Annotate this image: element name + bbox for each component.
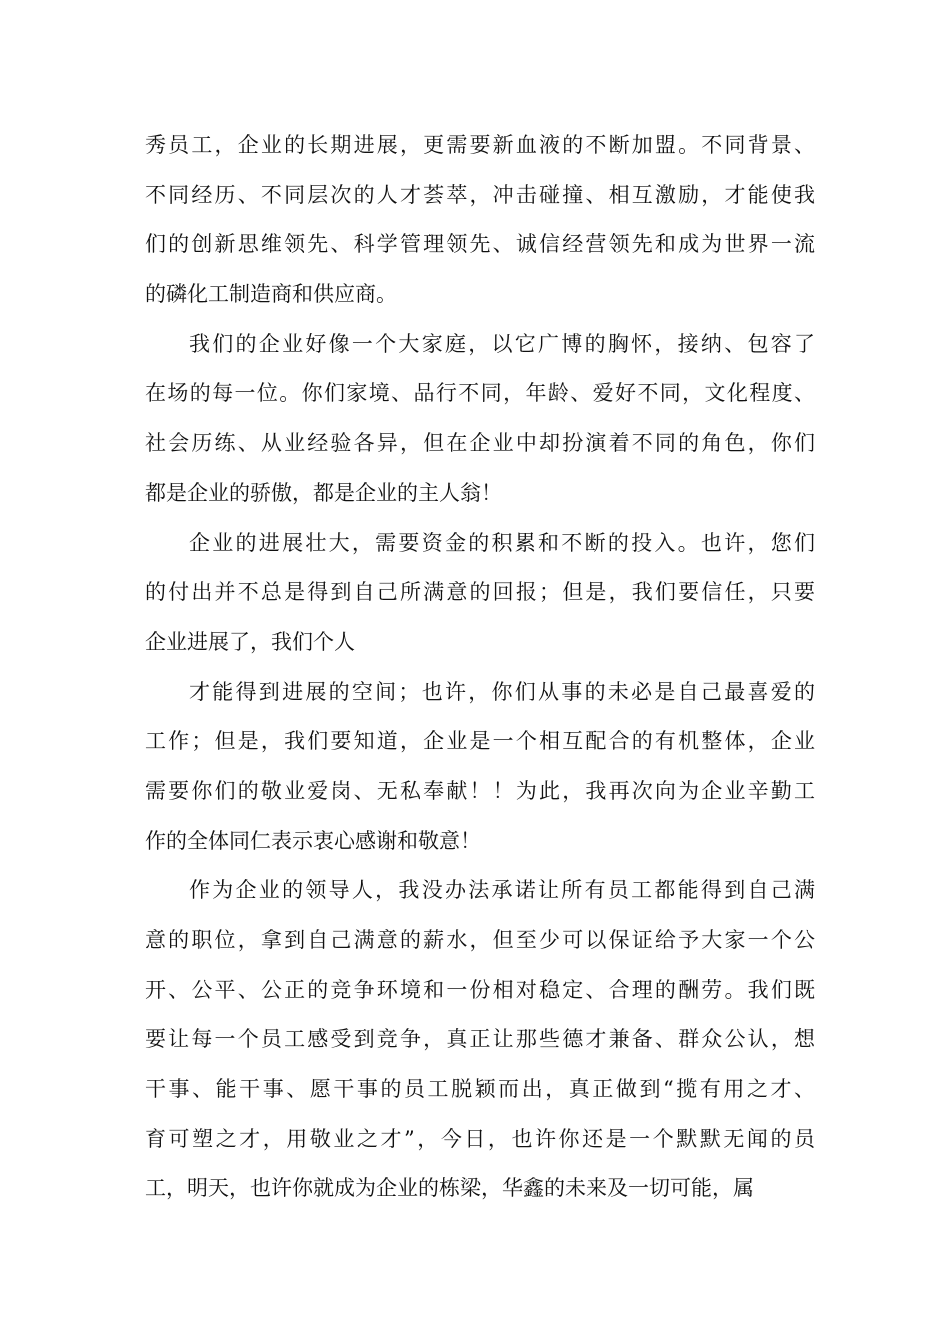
text-line: 作为企业的领导人，我没办法承诺让所有员工都能得到自己满	[189, 878, 815, 903]
text-line: 需要你们的敬业爱岗、无私奉献！！为此，我再次向为企业辛勤工	[145, 778, 815, 803]
paragraph	[145, 121, 815, 320]
text-line: 都是企业的骄傲，都是企业的主人翁！	[145, 480, 502, 505]
text-line: 在场的每一位。你们家境、品行不同，年龄、爱好不同，文化程度、	[145, 381, 815, 406]
text-line: 意的职位，拿到自己满意的薪水，但至少可以保证给予大家一个公	[145, 928, 815, 952]
text-line: 秀员工，企业的长期进展，更需要新血液的不断加盟。不同背景、	[145, 133, 815, 157]
text-line: 们的创新思维领先、科学管理领先、诚信经营领先和成为世界一流	[145, 232, 815, 257]
text-line: 才能得到进展的空间；也许，你们从事的未必是自己最喜爱的	[189, 679, 815, 704]
paragraph	[145, 519, 815, 668]
text-line: 的磷化工制造商和供应商。	[145, 282, 397, 307]
text-line: 企业进展了，我们个人	[145, 629, 355, 654]
text-line: 工，明天，也许你就成为企业的栋梁，华鑫的未来及一切可能，属	[145, 1176, 754, 1201]
body-text	[145, 121, 815, 1214]
paragraph	[145, 866, 815, 1214]
text-line: 要让每一个员工感受到竞争，真正让那些德才兼备、群众公认，想	[145, 1027, 815, 1052]
paragraph	[145, 320, 815, 519]
text-line: 作的全体同仁表示衷心感谢和敬意！	[145, 828, 481, 853]
text-line: 不同经历、不同层次的人才荟萃，冲击碰撞、相互激励，才能使我	[145, 182, 815, 207]
text-line: 工作；但是，我们要知道，企业是一个相互配合的有机整体，企业	[145, 729, 815, 754]
text-line: 的付出并不总是得到自己所满意的回报；但是，我们要信任，只要	[145, 580, 815, 605]
text-line: 干事、能干事、愿干事的员工脱颖而出，真正做到“揽有用之才、	[145, 1077, 815, 1102]
text-line: 我们的企业好像一个大家庭，以它广博的胸怀，接纳、包容了	[189, 331, 815, 356]
text-line: 开、公平、公正的竞争环境和一份相对稳定、合理的酬劳。我们既	[145, 977, 815, 1002]
paragraph	[145, 668, 815, 867]
text-line: 企业的进展壮大，需要资金的积累和不断的投入。也许，您们	[189, 530, 815, 555]
text-line: 社会历练、从业经验各异，但在企业中却扮演着不同的角色，你们	[145, 431, 815, 456]
text-line: 育可塑之才，用敬业之才”，今日，也许你还是一个默默无闻的员	[145, 1126, 815, 1151]
